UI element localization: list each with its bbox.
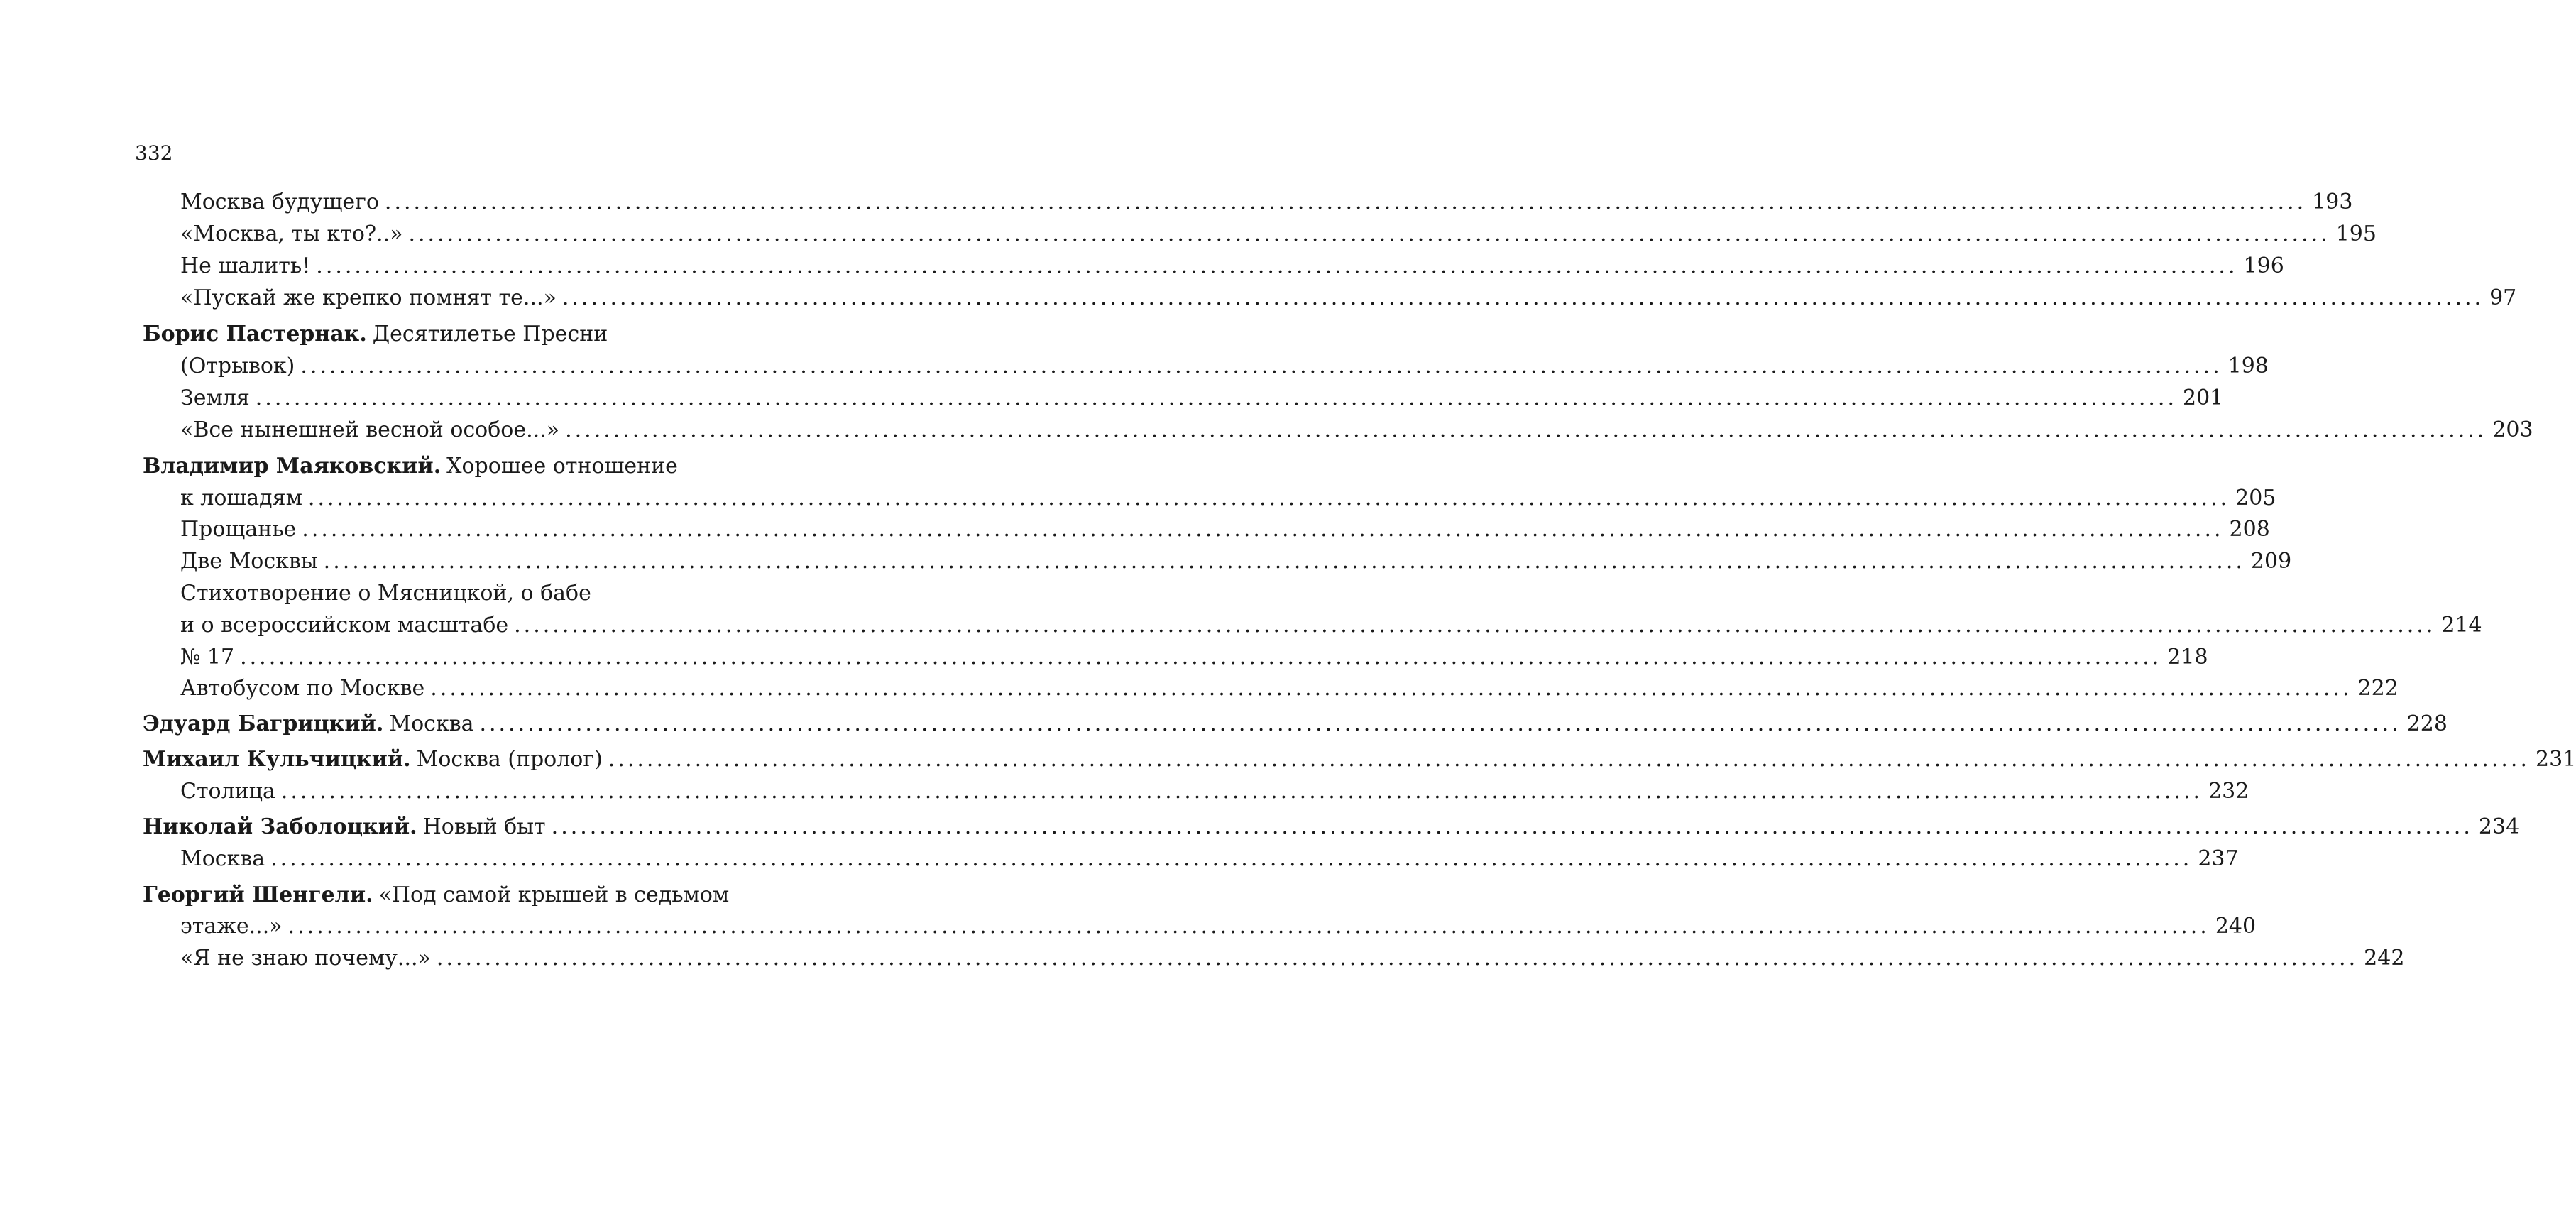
toc-author: Борис Пастернак. [143,322,367,346]
toc-dot-leader: ........................................................................................................................................................................................................ [280,779,2203,804]
toc-title: (Отрывок) [180,354,295,378]
toc-page-number: 231 [2536,747,2576,772]
toc-entry [180,643,2208,672]
toc-entry [143,452,684,481]
toc-title: Москва (пролог) [416,747,603,772]
toc-entry [180,515,2270,544]
toc-title: Москва будущего [180,190,379,214]
toc-page-number: 196 [2243,253,2284,278]
toc-entry [143,320,684,349]
toc-page-number: 222 [2357,676,2399,701]
toc-page-number: 205 [2235,486,2276,510]
toc-dot-leader: ........................................................................................................................................................................................................ [240,645,2162,670]
toc-title: «Я не знаю почему...» [180,946,431,971]
toc-title: № 17 [180,645,235,670]
toc-dot-leader: ........................................................................................................................................................................................................ [551,814,2473,839]
toc-entry [180,674,2399,703]
toc-page-number: 218 [2167,645,2208,670]
toc-entry [180,416,2533,444]
toc-dot-leader: ........................................................................................................................................................................................................ [514,613,2436,638]
toc-title: к лошадям [180,486,302,510]
toc-entry [180,611,2482,640]
toc-entry [143,746,2576,774]
toc-title: Хорошее отношение [446,454,678,479]
toc-dot-leader: ........................................................................................................................................................................................................ [302,517,2224,542]
toc-title: Автобусом по Москве [180,676,425,701]
toc-entry [143,813,2520,841]
toc-entry [180,579,684,608]
toc-dot-leader: ........................................................................................................................................................................................................ [384,190,2307,214]
toc-entry [180,845,2239,873]
toc-page-number: 242 [2364,946,2405,971]
toc-page-number: 201 [2183,386,2224,410]
toc-entry [180,252,2284,280]
toc-dot-leader: ........................................................................................................................................................................................................ [316,253,2238,278]
toc-page-number: 193 [2312,190,2353,214]
toc-entry [180,352,2269,381]
toc-entry [180,220,2377,248]
toc-title: и о всероссийском масштабе [180,613,509,638]
toc-author: Эдуард Багрицкий. [143,711,384,736]
toc-entry [180,484,2276,513]
toc-title: Москва [180,846,265,871]
toc-dot-leader: ........................................................................................................................................................................................................ [270,846,2193,871]
toc-author: Николай Заболоцкий. [143,814,417,839]
toc-title: Стихотворение о Мясницкой, о бабе [180,581,591,606]
toc-page-number: 209 [2250,549,2292,574]
toc-entry [143,881,730,910]
toc-page-number: 232 [2208,779,2249,804]
toc-title: Москва [389,711,474,736]
toc-page-number: 195 [2335,222,2377,246]
toc-page-number: 198 [2227,354,2269,378]
toc-page-number: 234 [2478,814,2520,839]
toc-page-number: 97 [2489,285,2517,310]
toc-entry [180,912,2257,941]
toc-title: Не шалить! [180,253,311,278]
toc-entry [180,384,2224,413]
toc-page-number: 208 [2229,517,2270,542]
toc-title: «Все нынешней весной особое...» [180,417,560,442]
toc-dot-leader: ........................................................................................................................................................................................................ [436,946,2359,971]
toc-title: «Под самой крышей в седьмом [378,883,730,907]
toc-page-number: 240 [2215,914,2257,939]
toc-title: Две Москвы [180,549,318,574]
toc-title: этаже...» [180,914,283,939]
toc-dot-leader: ........................................................................................................................................................................................................ [561,285,2484,310]
toc-dot-leader: ........................................................................................................................................................................................................ [287,914,2210,939]
toc-entry [180,777,2249,806]
toc-dot-leader: ........................................................................................................................................................................................................ [479,711,2401,736]
toc-dot-leader: ........................................................................................................................................................................................................ [307,486,2230,510]
toc-author: Владимир Маяковский. [143,454,442,479]
toc-title: «Москва, ты кто?..» [180,222,403,246]
toc-title: Столица [180,779,275,804]
toc-dot-leader: ........................................................................................................................................................................................................ [323,549,2245,574]
toc-title: «Пускай же крепко помнят те...» [180,285,557,310]
toc-page-number: 203 [2492,417,2533,442]
toc-page-number: 237 [2198,846,2239,871]
toc-author: Михаил Кульчицкий. [143,747,411,772]
toc-dot-leader: ........................................................................................................................................................................................................ [430,676,2352,701]
toc-entry [143,710,2448,738]
toc-title: Новый быт [422,814,546,839]
toc-title: Земля [180,386,250,410]
toc-title: Десятилетье Пресни [372,322,608,346]
toc-dot-leader: ........................................................................................................................................................................................................ [608,747,2531,772]
toc-page-number: 214 [2441,613,2482,638]
toc-author: Георгий Шенгели. [143,883,373,907]
toc-entry [180,944,2405,973]
toc-entry [180,188,2353,217]
toc-entry [180,547,2292,576]
toc-page-number: 228 [2406,711,2448,736]
toc-dot-leader: ........................................................................................................................................................................................................ [408,222,2330,246]
toc-entry [180,284,2517,312]
toc-dot-leader: ........................................................................................................................................................................................................ [300,354,2223,378]
toc-dot-leader: ........................................................................................................................................................................................................ [255,386,2177,410]
toc-dot-leader: ........................................................................................................................................................................................................ [565,417,2487,442]
page-number: 332 [135,141,173,165]
toc-title: Прощанье [180,517,297,542]
